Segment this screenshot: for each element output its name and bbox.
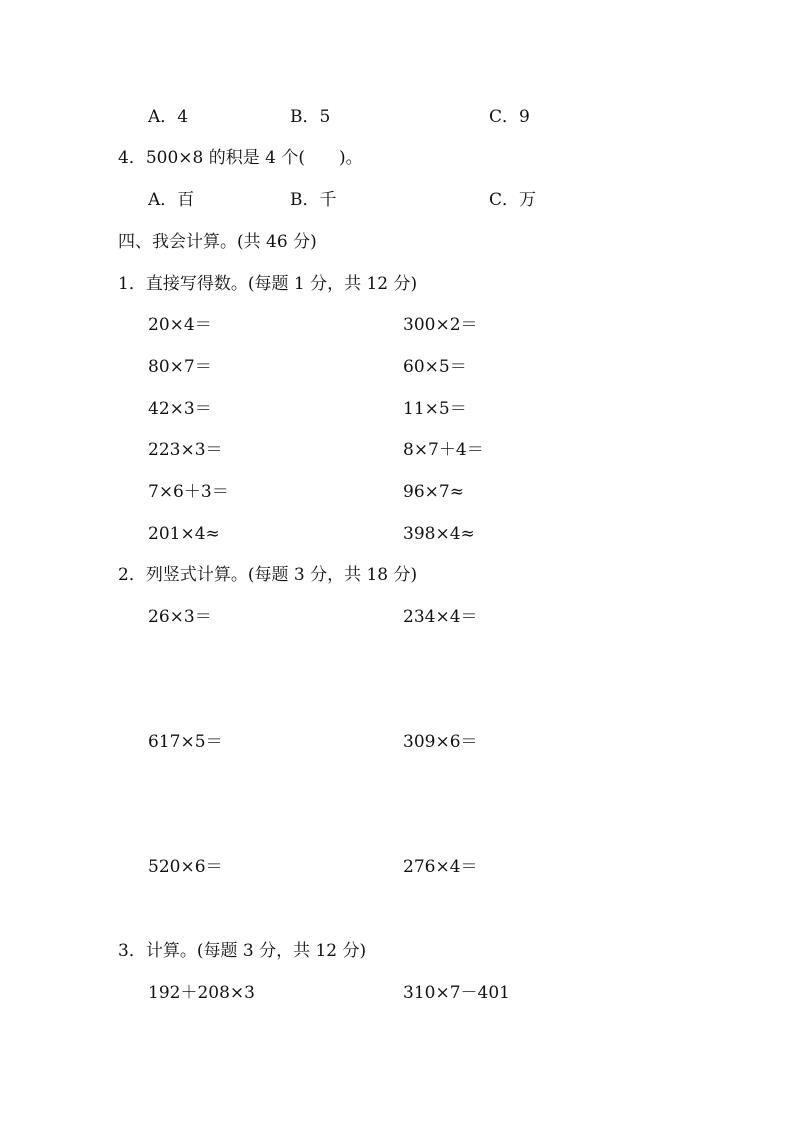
q4-option-b: B．千: [290, 190, 337, 210]
part1-row5-right: 96×7≈: [403, 482, 464, 502]
part2-heading: 2．列竖式计算。(每题 3 分，共 18 分): [118, 565, 418, 585]
q3-option-a: A．4: [148, 107, 189, 127]
part1-row6-left: 201×4≈: [148, 524, 220, 544]
part2-row3-left: 520×6＝: [148, 857, 223, 877]
part2-row1-left: 26×3＝: [148, 607, 212, 627]
q3-option-c: C．9: [489, 107, 530, 127]
part3-row1-left: 192＋208×3: [148, 983, 255, 1003]
q4-option-a: A．百: [148, 190, 195, 210]
part1-row3-right: 11×5＝: [403, 399, 467, 419]
part3-row1-right: 310×7－401: [403, 983, 510, 1003]
part1-heading: 1．直接写得数。(每题 1 分，共 12 分): [118, 274, 418, 294]
part1-row1-right: 300×2＝: [403, 315, 478, 335]
section-heading: 四、我会计算。(共 46 分): [118, 232, 317, 252]
part1-row4-left: 223×3＝: [148, 440, 223, 460]
q3-option-b: B．5: [290, 107, 331, 127]
part1-row2-right: 60×5＝: [403, 357, 467, 377]
part1-row6-right: 398×4≈: [403, 524, 475, 544]
q4-stem: 4．500×8 的积是 4 个( )。: [118, 148, 363, 168]
part1-row4-right: 8×7＋4＝: [403, 440, 484, 460]
part2-row1-right: 234×4＝: [403, 607, 478, 627]
part1-row1-left: 20×4＝: [148, 315, 212, 335]
part1-row5-left: 7×6＋3＝: [148, 482, 229, 502]
part2-row2-right: 309×6＝: [403, 732, 478, 752]
part2-row2-left: 617×5＝: [148, 732, 223, 752]
part2-row3-right: 276×4＝: [403, 857, 478, 877]
q4-option-c: C．万: [489, 190, 537, 210]
part3-heading: 3．计算。(每题 3 分，共 12 分): [118, 941, 367, 961]
part1-row3-left: 42×3＝: [148, 399, 212, 419]
part1-row2-left: 80×7＝: [148, 357, 212, 377]
